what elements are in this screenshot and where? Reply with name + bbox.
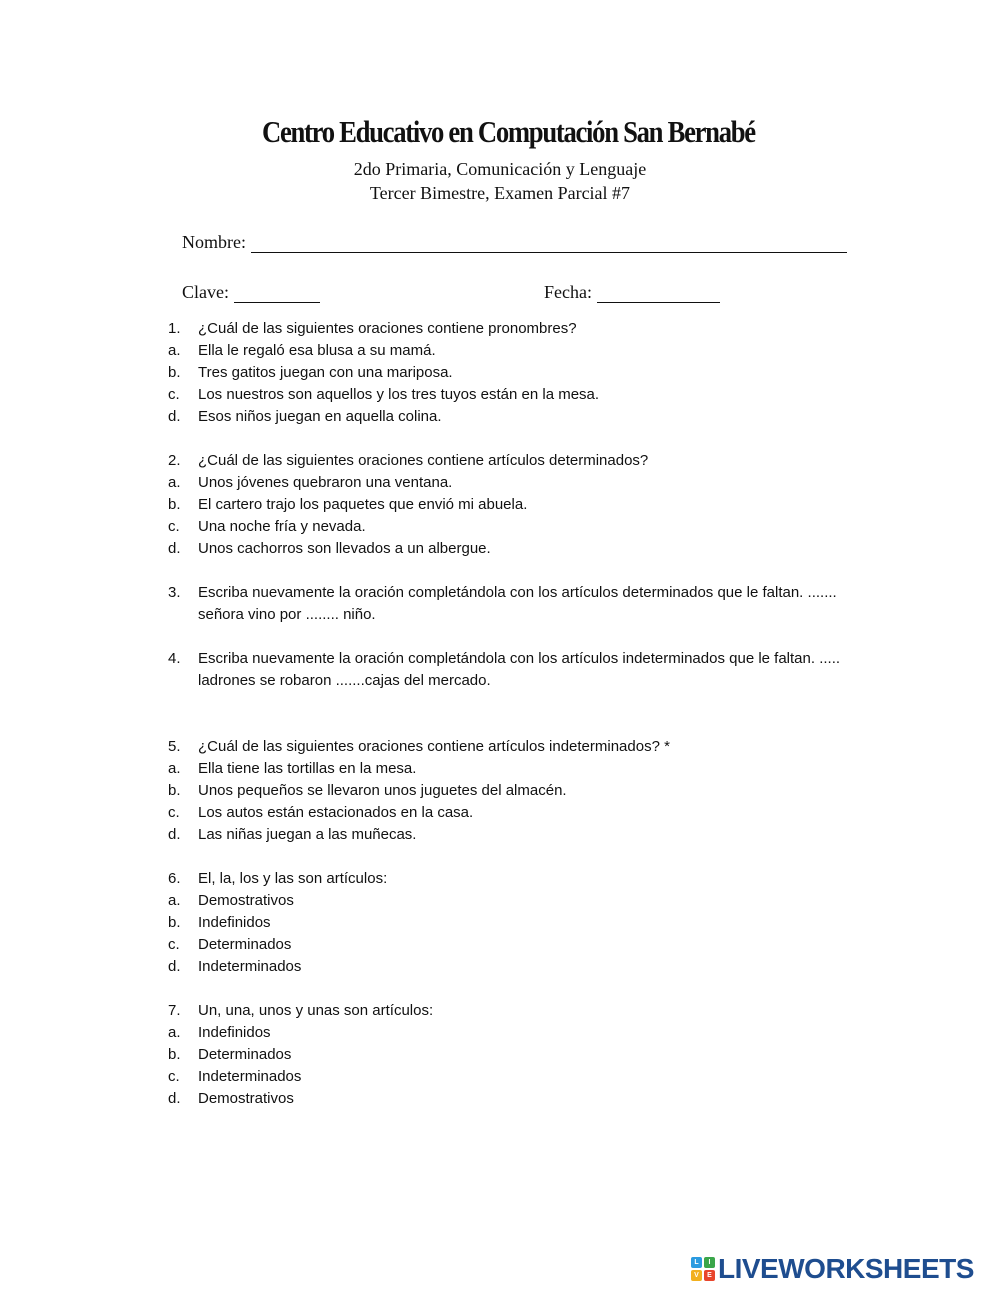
option-marker: b. [168, 364, 181, 381]
clave-label: Clave: [182, 282, 229, 302]
option-marker: a. [168, 892, 181, 909]
option-text: Unos pequeños se llevaron unos juguetes del almacén. [198, 782, 567, 799]
option-marker: c. [168, 1068, 180, 1085]
option-text: Los nuestros son aquellos y los tres tuyos están en la mesa. [198, 386, 600, 403]
option-marker: c. [168, 386, 180, 403]
option-text: Unos cachorros son llevados a un albergue. [198, 540, 491, 557]
question-3[interactable] [168, 582, 848, 626]
logo-text: LIVEWORKSHEETS [718, 1253, 974, 1284]
nombre-label: Nombre: [182, 232, 246, 252]
option-a[interactable] [168, 890, 848, 912]
option-text: Indefinidos [198, 914, 271, 931]
exam-subtitle: Tercer Bimestre, Examen Parcial #7 [369, 183, 631, 203]
logo-tile-l: L [691, 1257, 702, 1268]
question-text: ¿Cuál de las siguientes oraciones contiene pronombres? [198, 320, 577, 337]
question-2 [168, 450, 848, 560]
question-text: El, la, los y las son artículos: [198, 870, 388, 887]
option-c[interactable] [168, 802, 848, 824]
logo-tile-v: V [691, 1270, 702, 1281]
logo-tile-i: I [704, 1257, 715, 1268]
question-1 [168, 318, 848, 428]
question-list [168, 318, 848, 1132]
option-d[interactable] [168, 406, 848, 428]
question-number: 2. [168, 452, 181, 469]
option-marker: b. [168, 1046, 181, 1063]
option-c[interactable] [168, 384, 848, 406]
option-text: Determinados [198, 936, 292, 953]
option-a[interactable] [168, 472, 848, 494]
liveworksheets-logo[interactable] [691, 1254, 974, 1284]
option-marker: d. [168, 540, 181, 557]
option-c[interactable] [168, 516, 848, 538]
question-7 [168, 1000, 848, 1110]
logo-tile-e: E [704, 1270, 715, 1281]
question-6 [168, 868, 848, 978]
option-d[interactable] [168, 956, 848, 978]
question-text: Escriba nuevamente la oración completándola con los artículos indeterminados que le faltan. ..... ladrones se robaron .......cajas del mercado. [198, 650, 841, 689]
fecha-line[interactable] [597, 285, 720, 303]
nombre-line[interactable] [251, 235, 847, 253]
option-text: Demostrativos [198, 1090, 294, 1107]
option-text: Indefinidos [198, 1024, 271, 1041]
school-title: Centro Educativo en Computación San Bernabé [262, 114, 755, 149]
option-marker: d. [168, 958, 181, 975]
option-text: El cartero trajo los paquetes que envió mi abuela. [198, 496, 528, 513]
option-marker: d. [168, 408, 181, 425]
option-a[interactable] [168, 1022, 848, 1044]
nombre-field[interactable] [182, 232, 847, 253]
option-b[interactable] [168, 1044, 848, 1066]
option-marker: b. [168, 496, 181, 513]
option-marker: c. [168, 936, 180, 953]
question-text: ¿Cuál de las siguientes oraciones contiene artículos determinados? [198, 452, 649, 469]
option-c[interactable] [168, 1066, 848, 1088]
option-marker: a. [168, 760, 181, 777]
logo-tiles-icon [691, 1257, 715, 1281]
fecha-label: Fecha: [544, 282, 592, 302]
question-text: Un, una, unos y unas son artículos: [198, 1002, 434, 1019]
option-marker: d. [168, 826, 181, 843]
option-text: Unos jóvenes quebraron una ventana. [198, 474, 453, 491]
clave-line[interactable] [234, 285, 320, 303]
option-text: Indeterminados [198, 1068, 302, 1085]
question-number: 1. [168, 320, 181, 337]
option-marker: a. [168, 474, 181, 491]
question-number: 3. [168, 584, 181, 601]
question-number: 7. [168, 1002, 181, 1019]
question-text: ¿Cuál de las siguientes oraciones contiene artículos indeterminados? * [198, 738, 670, 755]
option-marker: a. [168, 1024, 181, 1041]
question-text: Escriba nuevamente la oración completándola con los artículos determinados que le faltan. ....... señora vino por ........ niño. [198, 584, 837, 623]
option-marker: a. [168, 342, 181, 359]
option-text: Una noche fría y nevada. [198, 518, 366, 535]
clave-field[interactable] [182, 282, 320, 303]
option-marker: d. [168, 1090, 181, 1107]
option-d[interactable] [168, 1088, 848, 1110]
question-4[interactable] [168, 648, 848, 692]
option-text: Las niñas juegan a las muñecas. [198, 826, 417, 843]
option-b[interactable] [168, 494, 848, 516]
fecha-field[interactable] [544, 282, 720, 303]
option-text: Ella le regaló esa blusa a su mamá. [198, 342, 436, 359]
option-a[interactable] [168, 758, 848, 780]
option-text: Los autos están estacionados en la casa. [198, 804, 474, 821]
question-5 [168, 736, 848, 846]
option-text: Demostrativos [198, 892, 294, 909]
option-b[interactable] [168, 362, 848, 384]
option-text: Esos niños juegan en aquella colina. [198, 408, 442, 425]
option-c[interactable] [168, 934, 848, 956]
question-number: 5. [168, 738, 181, 755]
option-b[interactable] [168, 912, 848, 934]
option-a[interactable] [168, 340, 848, 362]
option-d[interactable] [168, 824, 848, 846]
option-marker: b. [168, 914, 181, 931]
option-marker: b. [168, 782, 181, 799]
option-text: Determinados [198, 1046, 292, 1063]
option-text: Indeterminados [198, 958, 302, 975]
question-number: 4. [168, 650, 181, 667]
option-text: Tres gatitos juegan con una mariposa. [198, 364, 453, 381]
option-marker: c. [168, 518, 180, 535]
course-subtitle: 2do Primaria, Comunicación y Lenguaje [353, 159, 647, 179]
option-marker: c. [168, 804, 180, 821]
option-text: Ella tiene las tortillas en la mesa. [198, 760, 417, 777]
option-d[interactable] [168, 538, 848, 560]
option-b[interactable] [168, 780, 848, 802]
question-number: 6. [168, 870, 181, 887]
